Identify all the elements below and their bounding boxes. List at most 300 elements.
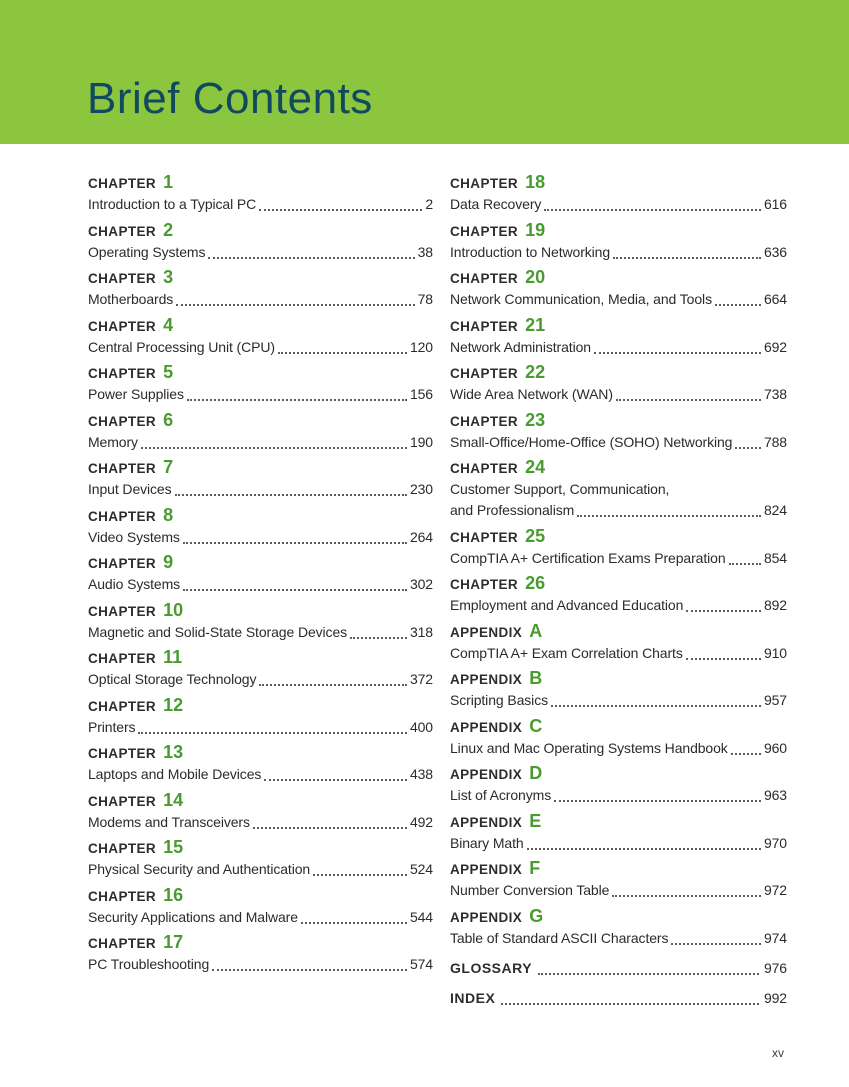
toc-entry-heading — [88, 600, 433, 622]
toc-entry-lines — [88, 954, 433, 975]
chapter-number: A — [529, 620, 543, 641]
chapter-kind-label: CHAPTER — [88, 603, 157, 619]
chapter-page-number: 264 — [409, 528, 433, 545]
toc-entry-line — [88, 574, 433, 595]
toc-entry — [450, 457, 787, 521]
chapter-page-number: 970 — [763, 834, 787, 851]
chapter-page-number: 524 — [409, 861, 433, 877]
toc-entry — [88, 315, 433, 358]
toc-entry-heading — [88, 362, 433, 384]
chapter-title: Printers — [88, 718, 136, 735]
dot-leader — [538, 973, 759, 975]
dot-leader — [278, 352, 407, 354]
toc-entry-lines — [450, 738, 787, 759]
chapter-title: Audio Systems — [88, 576, 181, 592]
toc-entry-heading — [450, 315, 787, 337]
toc-entry-lines — [88, 574, 433, 595]
dot-leader — [253, 827, 407, 829]
chapter-number: 25 — [525, 525, 546, 546]
chapter-number: 1 — [163, 172, 174, 192]
chapter-title: Employment and Advanced Education — [450, 597, 684, 613]
chapter-title: Network Communication, Media, and Tools — [450, 291, 712, 307]
dot-leader — [551, 705, 761, 707]
toc-entry — [450, 716, 787, 759]
toc-entry-lines — [450, 432, 787, 453]
toc-entry — [450, 220, 787, 263]
toc-entry — [450, 362, 787, 405]
toc-entry — [450, 906, 787, 949]
chapter-number: 5 — [163, 362, 174, 382]
dot-leader — [138, 732, 407, 734]
chapter-title: Customer Support, Communication, — [450, 481, 670, 497]
toc-entry-line — [88, 669, 433, 690]
chapter-number: G — [529, 905, 544, 926]
chapter-kind-label: CHAPTER — [450, 223, 519, 239]
toc-entry — [88, 172, 433, 215]
toc-entry-heading — [88, 790, 433, 812]
chapter-page-number: 318 — [409, 623, 433, 640]
toc-entry — [88, 457, 433, 500]
chapter-kind-label: APPENDIX — [450, 624, 523, 640]
chapter-title: Motherboards — [88, 291, 174, 307]
toc-entry-heading — [450, 668, 787, 690]
chapter-number: E — [529, 810, 542, 831]
chapter-kind-label: CHAPTER — [88, 936, 157, 951]
chapter-title: Introduction to Networking — [450, 243, 611, 260]
chapter-title: Small-Office/Home-Office (SOHO) Networking — [450, 433, 733, 450]
chapter-kind-label: APPENDIX — [450, 767, 523, 782]
toc-entry — [88, 410, 433, 453]
chapter-number: 17 — [163, 932, 184, 952]
chapter-number: B — [529, 668, 543, 688]
toc-entry-line — [88, 194, 433, 215]
dot-leader — [527, 848, 761, 850]
toc-entry-line — [450, 928, 787, 949]
toc-entry-line — [450, 958, 787, 979]
toc-entry-line — [450, 785, 787, 806]
chapter-number: 3 — [163, 267, 174, 287]
chapter-number: 21 — [525, 314, 546, 335]
backmatter-entry — [450, 958, 787, 979]
toc-entry-line — [450, 643, 787, 664]
page-title: Brief Contents — [87, 74, 373, 123]
toc-entry-lines — [88, 622, 433, 643]
toc-entry-heading — [88, 172, 433, 194]
chapter-page-number: 910 — [763, 644, 787, 661]
toc-entry — [450, 668, 787, 711]
chapter-title: List of Acronyms — [450, 787, 552, 803]
toc-entry-line — [88, 954, 433, 975]
toc-entry-line — [88, 479, 433, 500]
toc-column-left — [88, 172, 433, 980]
chapter-title: Laptops and Mobile Devices — [88, 766, 262, 782]
toc-entry-line — [88, 432, 433, 453]
toc-entry-lines — [450, 337, 787, 358]
chapter-page-number: 692 — [763, 338, 787, 355]
toc-entry-heading — [88, 647, 433, 669]
toc-entry — [450, 621, 787, 664]
chapter-number: 2 — [163, 219, 174, 240]
chapter-page-number: 738 — [763, 386, 787, 402]
chapter-number: 10 — [163, 599, 184, 620]
toc-entry-heading — [450, 220, 787, 242]
chapter-page-number: 190 — [409, 433, 433, 450]
chapter-page-number: 492 — [409, 813, 433, 830]
toc-entry-heading — [88, 315, 433, 337]
chapter-title: PC Troubleshooting — [88, 956, 210, 972]
toc-entry-heading — [450, 573, 787, 595]
chapter-title: Memory — [88, 433, 138, 450]
toc-entry-heading — [88, 695, 433, 717]
toc-entry-heading — [450, 811, 787, 833]
toc-entry-line — [88, 337, 433, 358]
toc-entry — [450, 526, 787, 569]
dot-leader — [176, 304, 414, 306]
chapter-kind-label: APPENDIX — [450, 862, 523, 877]
chapter-page-number: 544 — [409, 908, 433, 925]
toc-entry — [88, 505, 433, 548]
dot-leader — [183, 542, 407, 544]
toc-entry-line — [88, 289, 433, 310]
toc-entry-heading — [88, 885, 433, 907]
chapter-page-number: 372 — [409, 671, 433, 687]
dot-leader — [259, 684, 407, 686]
chapter-page-number: 302 — [409, 576, 433, 592]
dot-leader — [729, 563, 761, 565]
toc-entry — [450, 858, 787, 901]
toc-entry — [88, 742, 433, 785]
chapter-kind-label: CHAPTER — [88, 318, 157, 334]
toc-entry-line — [450, 833, 787, 854]
toc-entry-heading — [450, 362, 787, 384]
chapter-kind-label: CHAPTER — [88, 793, 157, 809]
toc-entry-line — [88, 622, 433, 643]
chapter-page-number: 972 — [763, 882, 787, 898]
toc-entry-heading — [450, 621, 787, 643]
toc-entry-lines — [88, 669, 433, 690]
chapter-kind-label: CHAPTER — [88, 841, 157, 856]
chapter-number: 7 — [163, 457, 174, 477]
toc-entry-line — [450, 548, 787, 569]
chapter-page-number: 636 — [763, 243, 787, 260]
toc-entry-lines — [88, 812, 433, 833]
toc-entry-lines — [88, 907, 433, 928]
chapter-page-number: 963 — [763, 787, 787, 803]
toc-entry-heading — [450, 858, 787, 880]
chapter-number: 19 — [525, 219, 546, 240]
chapter-title: Physical Security and Authentication — [88, 861, 311, 877]
chapter-kind-label: APPENDIX — [450, 672, 523, 687]
toc-entry-lines — [88, 764, 433, 785]
toc-entry-heading — [450, 172, 787, 194]
chapter-title: Central Processing Unit (CPU) — [88, 338, 275, 355]
folio-page-number: xv — [772, 1046, 784, 1060]
toc-entry — [88, 932, 433, 975]
dot-leader — [577, 515, 761, 517]
dot-leader — [735, 447, 761, 449]
toc-entry-heading — [88, 267, 433, 289]
chapter-kind-label: CHAPTER — [88, 888, 157, 904]
toc-entry-lines — [88, 527, 433, 548]
toc-entry-lines — [450, 384, 787, 405]
dot-leader — [686, 658, 761, 660]
toc-entry — [450, 410, 787, 453]
chapter-kind-label: CHAPTER — [450, 176, 519, 191]
chapter-page-number: 156 — [409, 386, 433, 402]
chapter-kind-label: CHAPTER — [88, 651, 157, 666]
toc-entry-line — [450, 500, 787, 521]
toc-entry-line — [450, 595, 787, 616]
toc-entry-line — [88, 812, 433, 833]
toc-entry-lines — [450, 880, 787, 901]
chapter-page-number: 854 — [763, 549, 787, 566]
chapter-title: Scripting Basics — [450, 692, 548, 708]
chapter-kind-label: CHAPTER — [88, 556, 157, 571]
toc-entry-lines — [88, 859, 433, 880]
toc-entry — [450, 811, 787, 854]
toc-entry — [450, 267, 787, 310]
toc-entry-lines — [88, 289, 433, 310]
dot-leader — [175, 494, 407, 496]
chapter-kind-label: CHAPTER — [450, 318, 519, 334]
toc-entry-line — [450, 690, 787, 711]
chapter-number: 11 — [163, 647, 183, 667]
chapter-page-number: 438 — [409, 766, 433, 782]
chapter-page-number: 788 — [763, 433, 787, 450]
dot-leader — [350, 637, 407, 639]
chapter-page-number: 230 — [409, 481, 433, 497]
chapter-kind-label: CHAPTER — [88, 461, 157, 476]
chapter-number: D — [529, 763, 543, 783]
chapter-number: 14 — [163, 789, 184, 810]
backmatter-page-number: 976 — [763, 959, 787, 976]
chapter-number: 22 — [525, 362, 546, 382]
dot-leader — [731, 753, 761, 755]
toc-entry-heading — [88, 220, 433, 242]
toc-entry — [88, 552, 433, 595]
toc-entry-line — [450, 988, 787, 1009]
chapter-title: CompTIA A+ Exam Correlation Charts — [450, 644, 683, 661]
chapter-title: Video Systems — [88, 528, 180, 545]
chapter-title: Magnetic and Solid-State Storage Devices — [88, 623, 348, 640]
chapter-number: 26 — [525, 573, 546, 593]
toc-entry-line — [450, 194, 787, 215]
chapter-page-number: 824 — [763, 502, 787, 518]
toc-entry-line — [88, 764, 433, 785]
dot-leader — [301, 922, 407, 924]
dot-leader — [612, 895, 761, 897]
backmatter-page-number: 992 — [763, 989, 787, 1006]
toc-entry-heading — [88, 505, 433, 527]
chapter-title: Operating Systems — [88, 243, 206, 260]
dot-leader — [501, 1003, 759, 1005]
toc-entry-lines — [88, 717, 433, 738]
chapter-kind-label: CHAPTER — [88, 176, 157, 191]
toc-entry — [88, 790, 433, 833]
toc-entry-lines — [450, 785, 787, 806]
toc-entry-heading — [450, 906, 787, 928]
dot-leader — [183, 589, 407, 591]
toc-entry-line — [88, 717, 433, 738]
toc-entry-line — [88, 527, 433, 548]
dot-leader — [554, 800, 761, 802]
toc-entry-lines — [450, 690, 787, 711]
dot-leader — [313, 874, 407, 876]
toc-entry-lines — [450, 242, 787, 263]
chapter-page-number: 574 — [409, 956, 433, 972]
chapter-number: 20 — [525, 267, 546, 287]
chapter-number: 9 — [163, 552, 174, 572]
chapter-title: and Professionalism — [450, 502, 575, 518]
toc-entry-heading — [88, 552, 433, 574]
chapter-title: Network Administration — [450, 338, 591, 355]
toc-entry — [88, 647, 433, 690]
chapter-kind-label: CHAPTER — [88, 366, 157, 381]
toc-entry-heading — [88, 932, 433, 954]
chapter-page-number: 616 — [763, 196, 787, 212]
chapter-kind-label: APPENDIX — [450, 719, 523, 735]
chapter-title: Table of Standard ASCII Characters — [450, 929, 669, 946]
toc-entry-line — [450, 432, 787, 453]
chapter-kind-label: CHAPTER — [450, 366, 519, 381]
toc-entry-heading — [88, 410, 433, 432]
dot-leader — [616, 399, 761, 401]
chapter-kind-label: CHAPTER — [450, 461, 519, 476]
toc-entry — [88, 695, 433, 738]
toc-entry — [88, 885, 433, 928]
chapter-number: 23 — [525, 409, 546, 430]
chapter-kind-label: CHAPTER — [450, 271, 519, 286]
toc-entry-heading — [450, 526, 787, 548]
toc-entry-heading — [88, 742, 433, 764]
chapter-kind-label: CHAPTER — [88, 271, 157, 286]
dot-leader — [686, 610, 761, 612]
chapter-title: Introduction to a Typical PC — [88, 196, 257, 212]
chapter-page-number: 664 — [763, 291, 787, 307]
dot-leader — [715, 304, 761, 306]
toc-entry-line — [450, 289, 787, 310]
chapter-title: Wide Area Network (WAN) — [450, 386, 613, 402]
toc-entry-lines — [88, 384, 433, 405]
chapter-kind-label: CHAPTER — [88, 746, 157, 761]
chapter-title: Optical Storage Technology — [88, 671, 257, 687]
toc-entry-lines — [450, 833, 787, 854]
toc-entry-lines — [88, 479, 433, 500]
chapter-page-number: 960 — [763, 739, 787, 756]
toc-entry — [88, 600, 433, 643]
chapter-page-number: 892 — [763, 597, 787, 613]
chapter-number: 16 — [163, 884, 184, 905]
chapter-number: C — [529, 715, 543, 736]
toc-entry-line — [88, 907, 433, 928]
chapter-kind-label: APPENDIX — [450, 909, 523, 925]
chapter-title: Data Recovery — [450, 196, 542, 212]
toc-entry-heading — [88, 457, 433, 479]
chapter-number: 12 — [163, 694, 184, 715]
backmatter-entry — [450, 988, 787, 1009]
backmatter-label: INDEX — [450, 989, 496, 1006]
chapter-number: 13 — [163, 742, 184, 762]
toc-entry — [88, 362, 433, 405]
toc-entry-lines — [450, 289, 787, 310]
toc-entry — [450, 172, 787, 215]
toc-entry-lines — [88, 337, 433, 358]
chapter-number: 15 — [163, 837, 184, 857]
dot-leader — [212, 969, 407, 971]
toc-entry-lines — [450, 928, 787, 949]
toc-entry — [450, 763, 787, 806]
dot-leader — [544, 209, 761, 211]
chapter-kind-label: CHAPTER — [450, 413, 519, 429]
chapter-page-number: 78 — [417, 291, 433, 307]
toc-entry-lines — [88, 242, 433, 263]
toc-entry-lines — [450, 595, 787, 616]
chapter-number: 4 — [163, 314, 174, 335]
toc-entry-line — [88, 384, 433, 405]
chapter-kind-label: CHAPTER — [88, 508, 157, 524]
backmatter-label: GLOSSARY — [450, 959, 533, 976]
toc-entry-line — [450, 337, 787, 358]
dot-leader — [671, 943, 761, 945]
toc-entry-heading — [450, 457, 787, 479]
chapter-title: Security Applications and Malware — [88, 908, 298, 925]
dot-leader — [613, 257, 761, 259]
toc-entry-line — [88, 242, 433, 263]
chapter-page-number: 974 — [763, 929, 787, 946]
toc-entry-lines — [450, 643, 787, 664]
toc-entry-line — [450, 384, 787, 405]
toc-column-right — [450, 172, 787, 1016]
chapter-number: 18 — [525, 172, 546, 192]
chapter-title: CompTIA A+ Certification Exams Preparation — [450, 549, 726, 566]
dot-leader — [187, 399, 407, 401]
toc-entry-line — [450, 880, 787, 901]
toc-entry-lines — [450, 194, 787, 215]
chapter-page-number: 400 — [409, 718, 433, 735]
toc-entry-lines — [450, 479, 787, 521]
chapter-title: Modems and Transceivers — [88, 813, 250, 830]
toc-entry — [88, 837, 433, 880]
toc-entry-lines — [88, 432, 433, 453]
dot-leader — [594, 352, 761, 354]
toc-entry-line — [450, 479, 787, 500]
toc-entry-line — [88, 859, 433, 880]
chapter-page-number: 120 — [409, 338, 433, 355]
chapter-page-number: 957 — [763, 692, 787, 708]
toc-entry-heading — [450, 716, 787, 738]
toc-entry-heading — [88, 837, 433, 859]
chapter-title: Power Supplies — [88, 386, 184, 402]
chapter-kind-label: CHAPTER — [88, 698, 157, 714]
toc-entry-line — [450, 242, 787, 263]
chapter-page-number: 2 — [425, 196, 433, 212]
chapter-title: Number Conversion Table — [450, 882, 610, 898]
toc-entry-line — [450, 738, 787, 759]
chapter-title: Linux and Mac Operating Systems Handbook — [450, 739, 728, 756]
toc-entry-heading — [450, 410, 787, 432]
chapter-number: 6 — [163, 409, 174, 430]
dot-leader — [259, 209, 422, 211]
toc-entry-lines — [450, 548, 787, 569]
toc-entry — [88, 220, 433, 263]
dot-leader — [141, 447, 407, 449]
chapter-number: 24 — [525, 457, 546, 477]
chapter-title: Input Devices — [88, 481, 172, 497]
toc-entry — [88, 267, 433, 310]
chapter-number: 8 — [163, 504, 174, 525]
chapter-kind-label: CHAPTER — [450, 577, 519, 592]
toc-entry-heading — [450, 267, 787, 289]
